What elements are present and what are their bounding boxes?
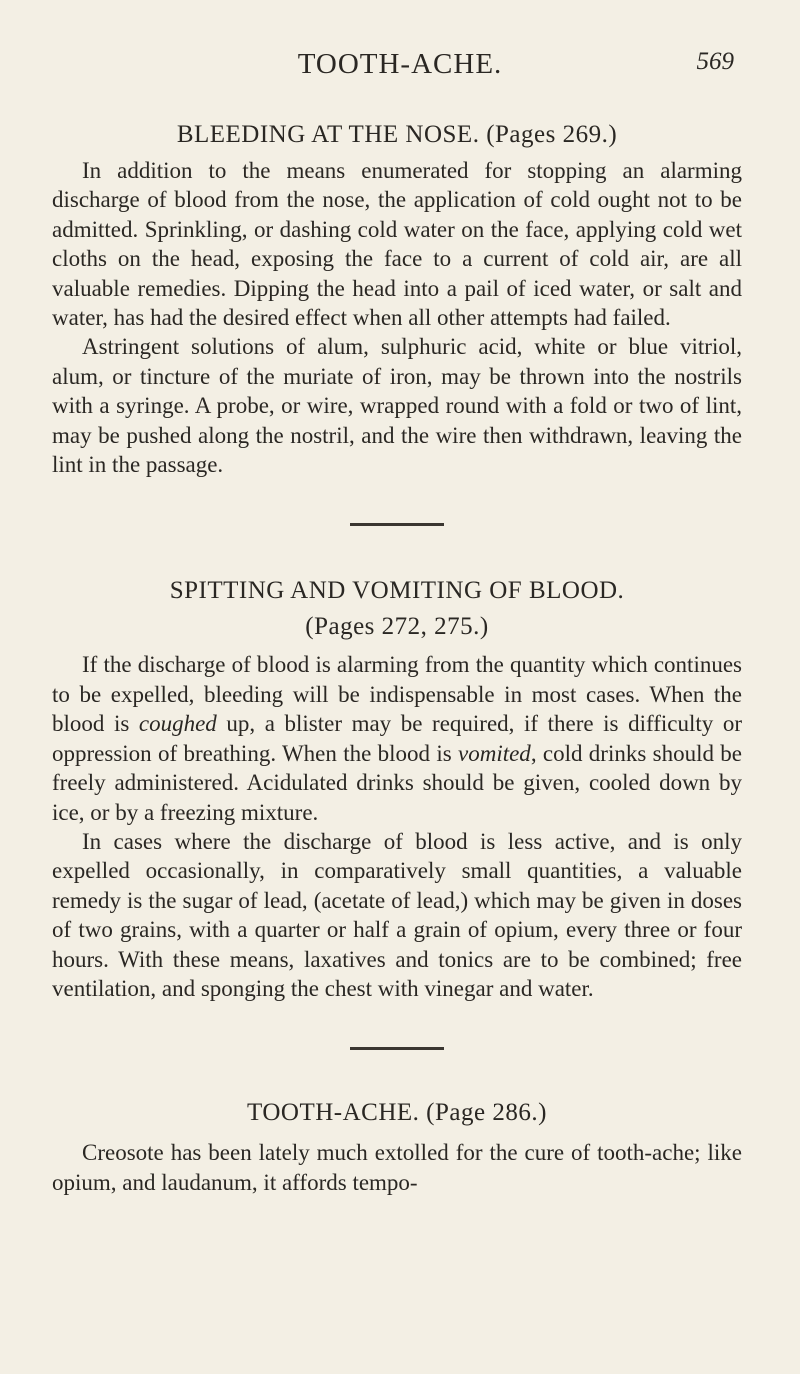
- paragraph: In addition to the means enumerated for stopping an alarming discharge of blood from the nose, the application of cold ought not to be admitted. Sprinkling, or dashing cold water on the face, applying cold wet cloths on the head, exposing the face to a current of cold air, are all valuable remedies. Dipping the head into a pail of iced water, or salt and water, has had the desired effect when all other attempts had failed.: [52, 158, 742, 331]
- page-number: 569: [696, 48, 734, 75]
- italic-text: coughed: [138, 711, 217, 737]
- running-head: TOOTH-ACHE.: [297, 48, 503, 80]
- section-heading: BLEEDING AT THE NOSE. (Pages 269.): [176, 121, 618, 148]
- section-tooth-ache: [52, 1096, 742, 1197]
- text-run: up, a blister may be required, if there is difficulty or oppression of breathing. When the blood is: [52, 711, 742, 766]
- paragraph: Astringent solutions of alum, sulphuric acid, white or blue vitriol, alum, or tincture of the muriate of iron, may be thrown into the nostrils with a syringe. A probe, or wire, wrapped round with a fold or two of lint, may be pushed along the nostril, and the wire then withdrawn, leaving the lint in the passage.: [52, 334, 742, 478]
- section-spitting-and-vomiting-of-blood: [52, 574, 742, 1003]
- page-content: [52, 118, 742, 1197]
- section-divider: [350, 1047, 444, 1050]
- section-divider: [350, 523, 444, 526]
- italic-text: vomited: [458, 740, 531, 766]
- section-heading: SPITTING AND VOMITING OF BLOOD.: [169, 577, 625, 605]
- section-bleeding-at-the-nose: [52, 118, 742, 479]
- section-heading: TOOTH-ACHE. (Page 286.): [247, 1099, 547, 1127]
- paragraph: In cases where the discharge of blood is less active, and is only expelled occasionally, in comparatively small quantities, a valuable remedy is the sugar of lead, (acetate of lead,) which may be given in doses of two grains, with a quarter or half a grain of opium, every three or four hours. With these means, laxatives and tonics are to be combined; free ventilation, and sponging the chest with vinegar and water.: [52, 828, 742, 1001]
- paragraph: Creosote has been lately much extolled for the cure of tooth-ache; like opium, and laudanum, it affords tempo-: [52, 1140, 742, 1195]
- section-subheading: (Pages 272, 275.): [305, 613, 489, 641]
- text-run: If the discharge of blood is alarming from the quantity which continues to be expelled, bleeding will be indispensable in most cases. When the blood is: [52, 652, 742, 737]
- text-run: , cold drinks should be freely administered. Acidulated drinks should be given, cooled down by ice, or by a freezing mixture.: [52, 740, 742, 825]
- paragraph: [52, 650, 742, 826]
